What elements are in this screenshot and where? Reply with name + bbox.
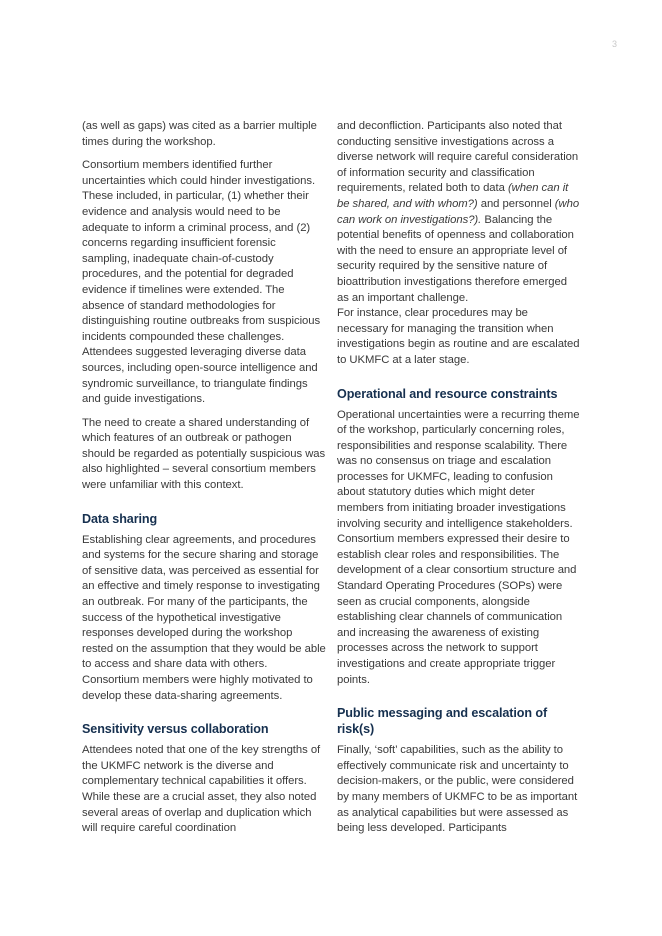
section-heading-public-messaging: Public messaging and escalation of risk(s) [337,706,548,737]
italic-text: (when can it be shared, and with whom?) [337,182,569,210]
text-run: and deconfliction. Participants also noted that conducting sensitive investigations across a diverse network will require careful consideration of information security and classification requirements, related both to data [337,120,579,195]
section-heading-data-sharing: Data sharing [82,511,158,526]
paragraph: Operational uncertainties were a recurring theme of the workshop, particularly concerning roles, responsibilities and response scalability. There was no consensus on triage and escalation processes for UKMFC, leading to confusion about statutory duties which might deter members from initiating broader investigations involving security and intelligence stakeholders. Consortium members expressed their desire to establish clear roles and responsibilities. The development of a clear consortium structure and Standard Operating Procedures (SOPs) were seen as crucial components, alongside establishing clear channels of communication and increasing the awareness of existing processes across the network to support investigations and create appropriate trigger points. [337,408,580,686]
paragraph: The need to create a shared understanding of which features of an outbreak or pathogen should be regarded as potentially suspicious was also highlighted – several consortium members were unfamiliar with this context. [82,416,326,492]
paragraph: Consortium members identified further uncertainties which could hinder investigations. These included, in particular, (1) whether their evidence and analysis would need to be adequate to inform a criminal process, and (2) concerns regarding insufficient forensic sampling, inadequate chain-of-custody procedures, and the potential for degraded evidence if timelines were extended. The absence of standard methodologies for distinguishing routine outbreaks from suspicious incidents compounded these challenges. Attendees suggested leveraging diverse data sources, including open-source intelligence and syndromic surveillance, to triangulate findings and guide investigations. [82,159,321,406]
section-heading-operational: Operational and resource constraints [337,386,558,401]
left-column [82,119,326,845]
italic-text: (who can work on investigations?). [337,197,580,226]
paragraph: Establishing clear agreements, and procedures and systems for the secure sharing and storage of sensitive data, was perceived as essential for an effective and timely response to investigating an outbreak. For many of the participants, the success of the hypothetical investigative responses developed during the workshop rested on the assumption that they would be able to access and share data with others. Consortium members were highly motivated to develop these data-sharing agreements. [82,533,326,702]
right-column [337,119,581,845]
paragraph: Finally, ‘soft’ capabilities, such as the ability to effectively communicate risk and uncertainty to decision-makers, or the public, were considered by many members of UKMFC to be as important as analytical capabilities but were assessed as being less developed. Participants [337,744,578,835]
paragraph: Attendees noted that one of the key strengths of the UKMFC network is the diverse and complementary technical capabilities it offers. While these are a crucial asset, they also noted several areas of overlap and duplication which will require careful coordination [82,744,321,835]
section-heading-sensitivity: Sensitivity versus collaboration [82,722,269,737]
paragraph [337,119,581,306]
paragraph: For instance, clear procedures may be necessary for managing the transition when investigations begin as routine and are escalated to UKMFC at a later stage. [337,307,580,366]
paragraph: (as well as gaps) was cited as a barrier multiple times during the workshop. [82,120,317,148]
text-run: Balancing the potential benefits of openness and collaboration with the need to ensure an appropriate level of security required by the sensitive nature of bioattribution investigations therefore emerged as an important challenge. [337,213,574,304]
text-run: and personnel [480,197,552,210]
page-number: 3 [612,39,618,49]
